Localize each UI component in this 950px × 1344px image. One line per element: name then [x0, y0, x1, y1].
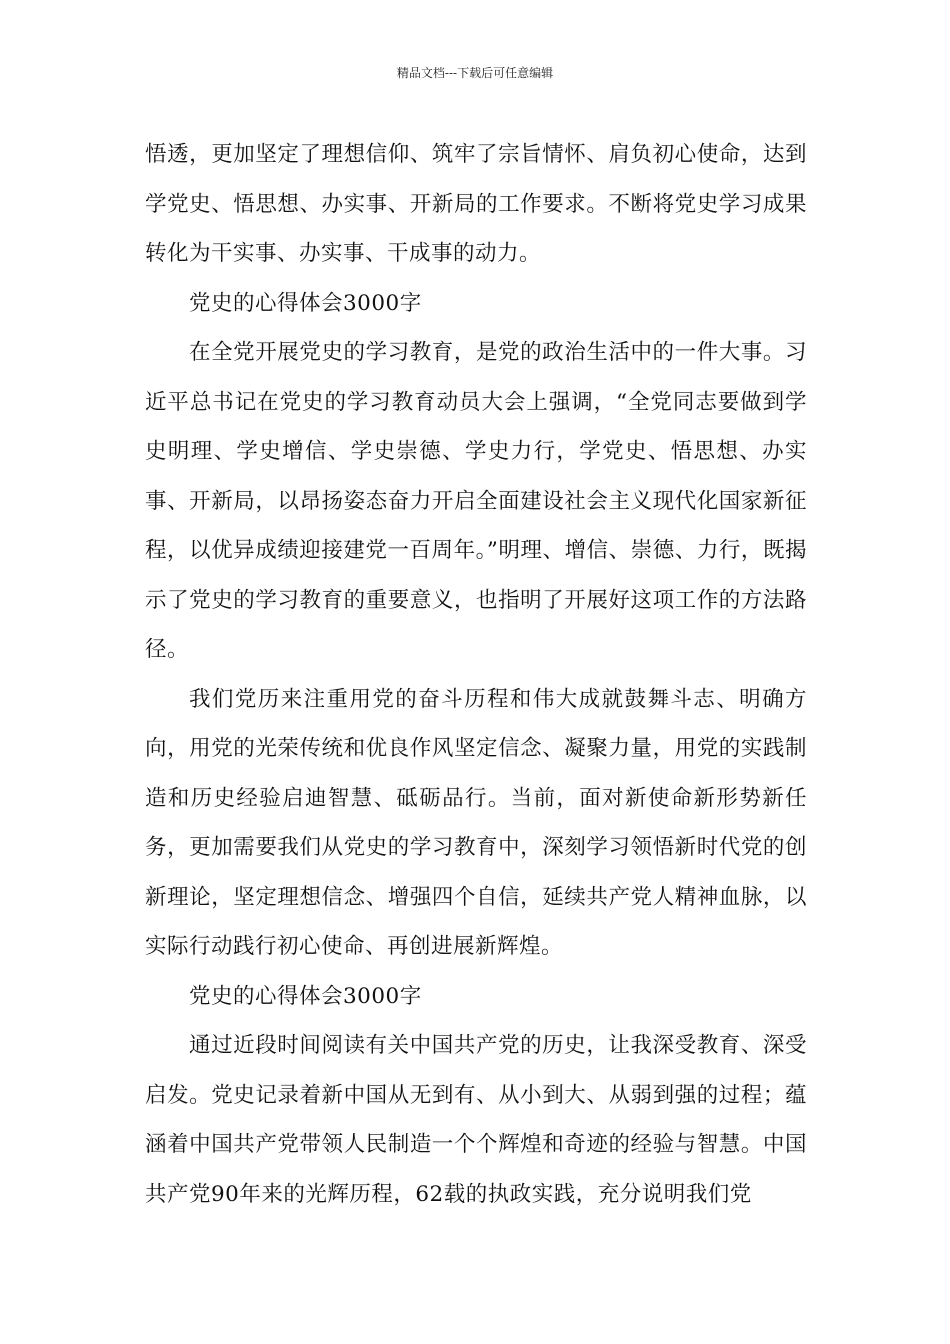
- section-heading-2: 党史的心得体会3000字: [189, 983, 422, 1009]
- paragraph: 通过近段时间阅读有关中国共产党的历史，让我深受教育、深受启发。党史记录着新中国从无到有、从小到大、从弱到强的过程；蕴涵着中国共产党带领人民制造一个个辉煌和奇迹的经验与智慧。中国共产党90年来的光辉历程，62载的执政实践，充分说明我们党: [145, 1033, 807, 1207]
- section-heading-1: 党史的心得体会3000字: [189, 290, 422, 316]
- document-body: [145, 130, 807, 1219]
- paragraph-continuation: 悟透，更加坚定了理想信仰、筑牢了宗旨情怀、肩负初心使命，达到学党史、悟思想、办实事、开新局的工作要求。不断将党史学习成果转化为干实事、办实事、干成事的动力。: [145, 142, 807, 266]
- paragraph: 我们党历来注重用党的奋斗历程和伟大成就鼓舞斗志、明确方向，用党的光荣传统和优良作风坚定信念、凝聚力量，用党的实践制造和历史经验启迪智慧、砥砺品行。当前，面对新使命新形势新任务，更加需要我们从党史的学习教育中，深刻学习领悟新时代党的创新理论，坚定理想信念、增强四个自信，延续共产党人精神血脉，以实际行动践行初心使命、再创进展新辉煌。: [145, 686, 807, 959]
- paragraph: 在全党开展党史的学习教育，是党的政治生活中的一件大事。习近平总书记在党史的学习教育动员大会上强调，“全党同志要做到学史明理、学史增信、学史崇德、学史力行，学党史、悟思想、办实事、开新局，以昂扬姿态奋力开启全面建设社会主义现代化国家新征程，以优异成绩迎接建党一百周年。”明理、增信、崇德、力行，既揭示了党史的学习教育的重要意义，也指明了开展好这项工作的方法路径。: [145, 340, 807, 662]
- page-header: 精品文档---下载后可任意编辑: [396, 66, 554, 80]
